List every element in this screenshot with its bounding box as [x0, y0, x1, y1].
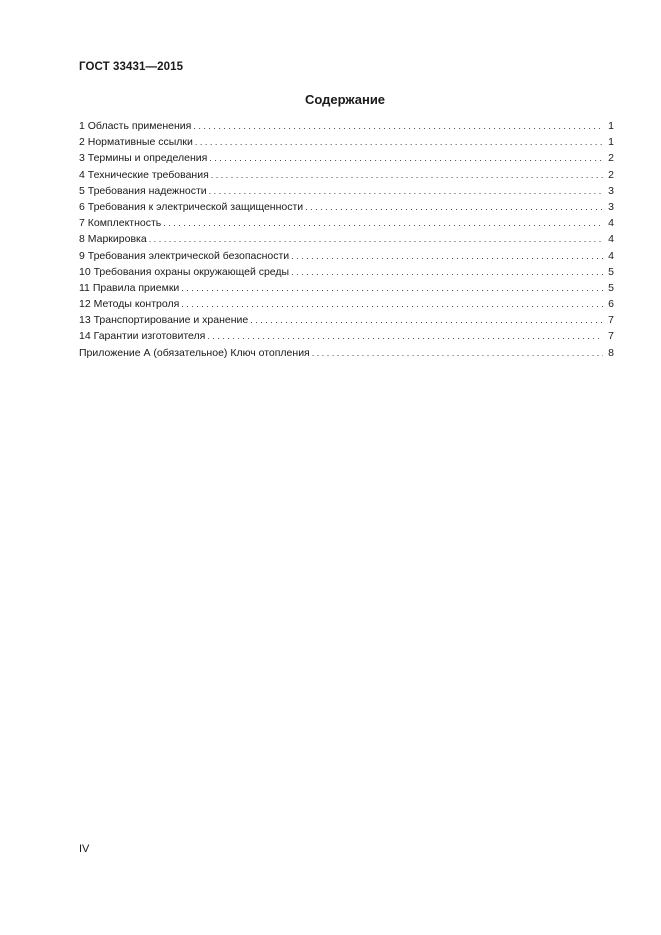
toc-entry-page: 5: [608, 281, 614, 294]
toc-entry-label: 2 Нормативные ссылки: [79, 136, 193, 149]
toc-dot-leader: [181, 280, 603, 296]
toc-entry-label: 10 Требования охраны окружающей среды: [79, 265, 290, 278]
table-of-contents: [79, 118, 614, 361]
toc-dot-leader: [207, 328, 603, 344]
toc-entry-page: 7: [608, 314, 614, 327]
toc-dot-leader: [193, 118, 603, 134]
toc-entry-page: 4: [608, 249, 614, 262]
toc-dot-leader: [211, 167, 603, 183]
toc-entry-page: 1: [608, 136, 614, 149]
toc-entry[interactable]: [79, 183, 614, 199]
toc-entry[interactable]: [79, 264, 614, 280]
toc-dot-leader: [149, 231, 603, 247]
toc-title: Содержание: [304, 92, 386, 107]
toc-entry-page: 5: [608, 265, 614, 278]
toc-entry[interactable]: [79, 199, 614, 215]
toc-entry-label: 8 Маркировка: [79, 233, 147, 246]
toc-entry[interactable]: [79, 280, 614, 296]
toc-entry-page: 4: [608, 217, 614, 230]
toc-entry-label: 6 Требования к электрической защищенности: [79, 200, 304, 213]
toc-dot-leader: [181, 296, 603, 312]
toc-dot-leader: [163, 215, 603, 231]
toc-entry-page: 4: [608, 233, 614, 246]
toc-entry-page: 6: [608, 298, 614, 311]
toc-entry-label: 5 Требования надежности: [79, 184, 207, 197]
toc-entry[interactable]: [79, 345, 614, 361]
toc-entry-page: 3: [608, 184, 614, 197]
toc-dot-leader: [209, 150, 603, 166]
toc-entry[interactable]: [79, 296, 614, 312]
toc-entry[interactable]: [79, 312, 614, 328]
toc-entry[interactable]: [79, 248, 614, 264]
toc-entry[interactable]: [79, 215, 614, 231]
toc-entry[interactable]: [79, 167, 614, 183]
toc-dot-leader: [195, 134, 603, 150]
toc-entry-label: 9 Требования электрической безопасности: [79, 249, 290, 262]
toc-entry-label: 1 Область применения: [79, 120, 192, 132]
toc-entry-label: 7 Комплектность: [79, 217, 162, 230]
toc-entry-page: 8: [608, 346, 614, 359]
toc-dot-leader: [312, 345, 603, 361]
toc-dot-leader: [250, 312, 603, 328]
toc-entry[interactable]: [79, 328, 614, 344]
toc-entry-page: 7: [608, 330, 614, 343]
toc-entry[interactable]: [79, 134, 614, 150]
toc-entry-label: 12 Методы контроля: [79, 298, 180, 311]
toc-entry-label: 4 Технические требования: [79, 168, 209, 181]
toc-entry-label: 3 Термины и определения: [79, 152, 208, 165]
toc-entry-label: Приложение А (обязательное) Ключ отопления: [79, 346, 310, 359]
standard-designation: ГОСТ 33431—2015: [79, 61, 184, 73]
toc-entry-label: 14 Гарантии изготовителя: [79, 330, 206, 343]
toc-entry-page: 1: [608, 120, 614, 132]
toc-entry[interactable]: [79, 150, 614, 166]
page-number: IV: [79, 843, 90, 855]
toc-entry-page: 2: [608, 168, 614, 181]
toc-entry-page: 2: [608, 152, 614, 165]
toc-entry-label: 13 Транспортирование и хранение: [79, 314, 249, 327]
toc-dot-leader: [305, 199, 603, 215]
toc-entry-page: 3: [608, 200, 614, 213]
toc-entry[interactable]: [79, 231, 614, 247]
toc-entry[interactable]: [79, 118, 614, 134]
toc-entry-label: 11 Правила приемки: [79, 281, 180, 294]
toc-dot-leader: [209, 183, 603, 199]
toc-dot-leader: [291, 264, 603, 280]
toc-dot-leader: [291, 248, 603, 264]
